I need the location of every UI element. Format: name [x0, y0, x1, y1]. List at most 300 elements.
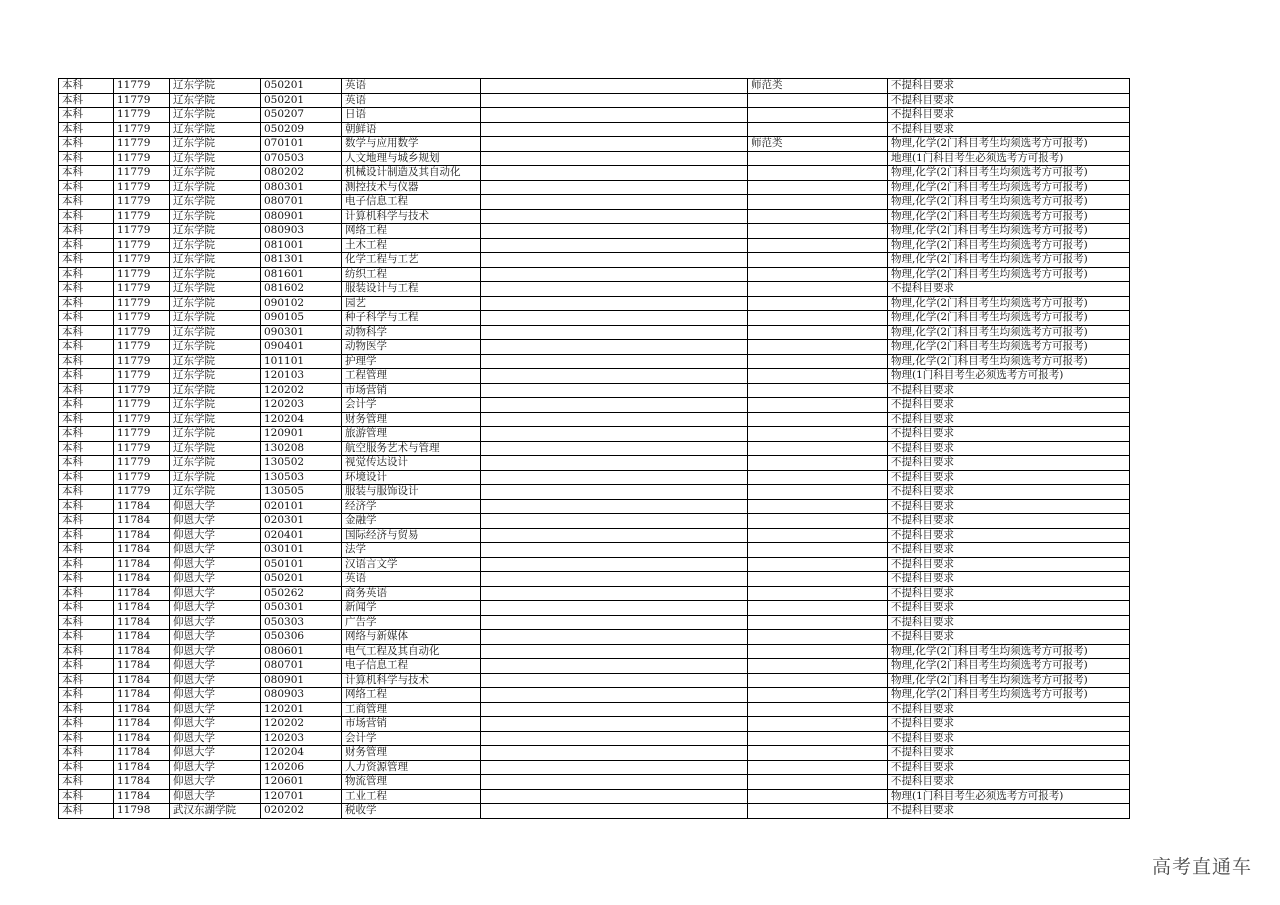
- school-code-cell: 11779: [114, 470, 170, 485]
- subject-requirement-cell: 不提科目要求: [888, 427, 1130, 442]
- remarks-cell: [481, 441, 748, 456]
- level-cell: 本科: [59, 296, 114, 311]
- subject-requirement-cell: 物理,化学(2门科目考生均须选考方可报考): [888, 180, 1130, 195]
- school-code-cell: 11784: [114, 615, 170, 630]
- school-name-cell: 辽东学院: [170, 108, 261, 123]
- school-code-cell: 11784: [114, 601, 170, 616]
- school-code-cell: 11784: [114, 673, 170, 688]
- remarks-cell: [481, 253, 748, 268]
- category-cell: [748, 325, 888, 340]
- school-code-cell: 11779: [114, 137, 170, 152]
- major-name-cell: 纺织工程: [342, 267, 481, 282]
- school-name-cell: 辽东学院: [170, 369, 261, 384]
- school-name-cell: 辽东学院: [170, 441, 261, 456]
- level-cell: 本科: [59, 383, 114, 398]
- remarks-cell: [481, 296, 748, 311]
- table-row: [59, 601, 1130, 616]
- major-name-cell: 环境设计: [342, 470, 481, 485]
- school-code-cell: 11784: [114, 760, 170, 775]
- major-code-cell: 020202: [261, 804, 342, 819]
- school-code-cell: 11798: [114, 804, 170, 819]
- category-cell: [748, 717, 888, 732]
- subject-requirement-cell: 物理,化学(2门科目考生均须选考方可报考): [888, 354, 1130, 369]
- table-row: [59, 731, 1130, 746]
- school-code-cell: 11784: [114, 746, 170, 761]
- major-code-cell: 050301: [261, 601, 342, 616]
- school-code-cell: 11779: [114, 441, 170, 456]
- school-code-cell: 11779: [114, 383, 170, 398]
- major-name-cell: 人文地理与城乡规划: [342, 151, 481, 166]
- school-code-cell: 11779: [114, 485, 170, 500]
- subject-requirement-cell: 物理,化学(2门科目考生均须选考方可报考): [888, 296, 1130, 311]
- school-code-cell: 11784: [114, 514, 170, 529]
- major-code-cell: 050201: [261, 572, 342, 587]
- table-row: [59, 760, 1130, 775]
- subject-requirement-cell: 不提科目要求: [888, 717, 1130, 732]
- school-name-cell: 辽东学院: [170, 412, 261, 427]
- school-name-cell: 辽东学院: [170, 282, 261, 297]
- table-row: [59, 702, 1130, 717]
- table-row: [59, 412, 1130, 427]
- category-cell: [748, 615, 888, 630]
- school-code-cell: 11784: [114, 586, 170, 601]
- major-code-cell: 080903: [261, 224, 342, 239]
- major-code-cell: 020401: [261, 528, 342, 543]
- school-code-cell: 11784: [114, 572, 170, 587]
- remarks-cell: [481, 282, 748, 297]
- watermark-logo-text: 高考直通车: [1151, 856, 1252, 878]
- school-code-cell: 11779: [114, 267, 170, 282]
- category-cell: [748, 398, 888, 413]
- school-name-cell: 仰恩大学: [170, 543, 261, 558]
- major-name-cell: 服装与服饰设计: [342, 485, 481, 500]
- major-code-cell: 050207: [261, 108, 342, 123]
- level-cell: 本科: [59, 151, 114, 166]
- major-code-cell: 120202: [261, 383, 342, 398]
- major-name-cell: 物流管理: [342, 775, 481, 790]
- category-cell: [748, 383, 888, 398]
- remarks-cell: [481, 499, 748, 514]
- major-code-cell: 020101: [261, 499, 342, 514]
- subject-requirement-cell: 不提科目要求: [888, 122, 1130, 137]
- remarks-cell: [481, 166, 748, 181]
- school-name-cell: 辽东学院: [170, 238, 261, 253]
- major-name-cell: 电子信息工程: [342, 659, 481, 674]
- major-code-cell: 081601: [261, 267, 342, 282]
- subject-requirement-cell: 不提科目要求: [888, 601, 1130, 616]
- school-name-cell: 辽东学院: [170, 253, 261, 268]
- remarks-cell: [481, 601, 748, 616]
- major-code-cell: 080901: [261, 673, 342, 688]
- subject-requirement-cell: 物理(1门科目考生必须选考方可报考): [888, 369, 1130, 384]
- level-cell: 本科: [59, 775, 114, 790]
- subject-requirement-cell: 物理,化学(2门科目考生均须选考方可报考): [888, 166, 1130, 181]
- remarks-cell: [481, 615, 748, 630]
- major-code-cell: 080301: [261, 180, 342, 195]
- major-code-cell: 050306: [261, 630, 342, 645]
- category-cell: [748, 282, 888, 297]
- table-row: [59, 209, 1130, 224]
- school-code-cell: 11784: [114, 702, 170, 717]
- level-cell: 本科: [59, 601, 114, 616]
- school-name-cell: 辽东学院: [170, 79, 261, 94]
- table-row: [59, 93, 1130, 108]
- category-cell: [748, 557, 888, 572]
- school-code-cell: 11779: [114, 296, 170, 311]
- major-name-cell: 动物科学: [342, 325, 481, 340]
- subject-requirement-cell: 不提科目要求: [888, 383, 1130, 398]
- major-code-cell: 120901: [261, 427, 342, 442]
- school-code-cell: 11784: [114, 688, 170, 703]
- major-code-cell: 120204: [261, 746, 342, 761]
- school-name-cell: 仰恩大学: [170, 586, 261, 601]
- level-cell: 本科: [59, 224, 114, 239]
- table-row: [59, 470, 1130, 485]
- school-name-cell: 仰恩大学: [170, 717, 261, 732]
- major-code-cell: 130502: [261, 456, 342, 471]
- major-code-cell: 080701: [261, 195, 342, 210]
- level-cell: 本科: [59, 746, 114, 761]
- major-name-cell: 航空服务艺术与管理: [342, 441, 481, 456]
- school-code-cell: 11779: [114, 311, 170, 326]
- major-name-cell: 电气工程及其自动化: [342, 644, 481, 659]
- school-name-cell: 仰恩大学: [170, 630, 261, 645]
- remarks-cell: [481, 354, 748, 369]
- school-name-cell: 仰恩大学: [170, 572, 261, 587]
- school-name-cell: 辽东学院: [170, 122, 261, 137]
- major-name-cell: 朝鲜语: [342, 122, 481, 137]
- school-name-cell: 辽东学院: [170, 267, 261, 282]
- table-row: [59, 238, 1130, 253]
- level-cell: 本科: [59, 166, 114, 181]
- school-name-cell: 仰恩大学: [170, 688, 261, 703]
- category-cell: [748, 528, 888, 543]
- school-code-cell: 11784: [114, 557, 170, 572]
- level-cell: 本科: [59, 195, 114, 210]
- level-cell: 本科: [59, 528, 114, 543]
- school-code-cell: 11779: [114, 282, 170, 297]
- category-cell: [748, 369, 888, 384]
- major-code-cell: 020301: [261, 514, 342, 529]
- major-code-cell: 090102: [261, 296, 342, 311]
- table-row: [59, 311, 1130, 326]
- table-row: [59, 383, 1130, 398]
- school-name-cell: 武汉东湖学院: [170, 804, 261, 819]
- school-name-cell: 仰恩大学: [170, 499, 261, 514]
- level-cell: 本科: [59, 456, 114, 471]
- major-code-cell: 120701: [261, 789, 342, 804]
- level-cell: 本科: [59, 760, 114, 775]
- major-name-cell: 计算机科学与技术: [342, 673, 481, 688]
- school-code-cell: 11784: [114, 630, 170, 645]
- remarks-cell: [481, 731, 748, 746]
- school-name-cell: 辽东学院: [170, 340, 261, 355]
- major-name-cell: 会计学: [342, 398, 481, 413]
- school-name-cell: 仰恩大学: [170, 528, 261, 543]
- major-name-cell: 税收学: [342, 804, 481, 819]
- school-name-cell: 辽东学院: [170, 485, 261, 500]
- major-code-cell: 120204: [261, 412, 342, 427]
- level-cell: 本科: [59, 369, 114, 384]
- category-cell: [748, 760, 888, 775]
- category-cell: [748, 543, 888, 558]
- major-name-cell: 英语: [342, 93, 481, 108]
- table-row: [59, 137, 1130, 152]
- major-name-cell: 视觉传达设计: [342, 456, 481, 471]
- table-row: [59, 151, 1130, 166]
- major-name-cell: 工程管理: [342, 369, 481, 384]
- remarks-cell: [481, 586, 748, 601]
- table-row: [59, 122, 1130, 137]
- major-code-cell: 120201: [261, 702, 342, 717]
- category-cell: [748, 499, 888, 514]
- category-cell: [748, 673, 888, 688]
- school-name-cell: 仰恩大学: [170, 557, 261, 572]
- level-cell: 本科: [59, 702, 114, 717]
- school-name-cell: 辽东学院: [170, 354, 261, 369]
- subject-requirement-cell: 不提科目要求: [888, 282, 1130, 297]
- table-row: [59, 354, 1130, 369]
- school-code-cell: 11779: [114, 369, 170, 384]
- subject-requirement-cell: 不提科目要求: [888, 702, 1130, 717]
- table-row: [59, 369, 1130, 384]
- admission-requirements-table: [58, 78, 1130, 819]
- school-name-cell: 辽东学院: [170, 383, 261, 398]
- subject-requirement-cell: 不提科目要求: [888, 412, 1130, 427]
- remarks-cell: [481, 122, 748, 137]
- category-cell: [748, 644, 888, 659]
- remarks-cell: [481, 93, 748, 108]
- school-name-cell: 仰恩大学: [170, 615, 261, 630]
- subject-requirement-cell: 不提科目要求: [888, 398, 1130, 413]
- school-code-cell: 11779: [114, 398, 170, 413]
- table-row: [59, 296, 1130, 311]
- school-code-cell: 11784: [114, 543, 170, 558]
- subject-requirement-cell: 不提科目要求: [888, 615, 1130, 630]
- category-cell: [748, 746, 888, 761]
- table-row: [59, 514, 1130, 529]
- school-name-cell: 辽东学院: [170, 166, 261, 181]
- school-code-cell: 11779: [114, 325, 170, 340]
- major-name-cell: 工商管理: [342, 702, 481, 717]
- remarks-cell: [481, 79, 748, 94]
- school-name-cell: 仰恩大学: [170, 673, 261, 688]
- school-code-cell: 11779: [114, 166, 170, 181]
- category-cell: [748, 688, 888, 703]
- major-name-cell: 市场营销: [342, 383, 481, 398]
- level-cell: 本科: [59, 717, 114, 732]
- table-row: [59, 441, 1130, 456]
- major-code-cell: 080701: [261, 659, 342, 674]
- school-name-cell: 仰恩大学: [170, 775, 261, 790]
- level-cell: 本科: [59, 673, 114, 688]
- subject-requirement-cell: 不提科目要求: [888, 470, 1130, 485]
- school-name-cell: 辽东学院: [170, 296, 261, 311]
- category-cell: 师范类: [748, 137, 888, 152]
- remarks-cell: [481, 369, 748, 384]
- school-name-cell: 仰恩大学: [170, 789, 261, 804]
- subject-requirement-cell: 不提科目要求: [888, 731, 1130, 746]
- subject-requirement-cell: 物理,化学(2门科目考生均须选考方可报考): [888, 209, 1130, 224]
- table-row: [59, 195, 1130, 210]
- remarks-cell: [481, 470, 748, 485]
- school-name-cell: 仰恩大学: [170, 702, 261, 717]
- table-row: [59, 644, 1130, 659]
- school-code-cell: 11784: [114, 499, 170, 514]
- subject-requirement-cell: 不提科目要求: [888, 108, 1130, 123]
- subject-requirement-cell: 不提科目要求: [888, 760, 1130, 775]
- school-name-cell: 辽东学院: [170, 456, 261, 471]
- category-cell: [748, 427, 888, 442]
- level-cell: 本科: [59, 427, 114, 442]
- table-row: [59, 398, 1130, 413]
- school-name-cell: 辽东学院: [170, 209, 261, 224]
- school-code-cell: 11779: [114, 456, 170, 471]
- subject-requirement-cell: 物理,化学(2门科目考生均须选考方可报考): [888, 325, 1130, 340]
- major-name-cell: 园艺: [342, 296, 481, 311]
- major-code-cell: 090301: [261, 325, 342, 340]
- school-code-cell: 11779: [114, 253, 170, 268]
- subject-requirement-cell: 不提科目要求: [888, 586, 1130, 601]
- category-cell: 师范类: [748, 79, 888, 94]
- category-cell: [748, 586, 888, 601]
- major-name-cell: 动物医学: [342, 340, 481, 355]
- major-code-cell: 050101: [261, 557, 342, 572]
- school-code-cell: 11779: [114, 224, 170, 239]
- major-code-cell: 070101: [261, 137, 342, 152]
- remarks-cell: [481, 311, 748, 326]
- major-code-cell: 120206: [261, 760, 342, 775]
- major-code-cell: 050201: [261, 93, 342, 108]
- school-name-cell: 辽东学院: [170, 195, 261, 210]
- major-code-cell: 130503: [261, 470, 342, 485]
- subject-requirement-cell: 地理(1门科目考生必须选考方可报考): [888, 151, 1130, 166]
- major-name-cell: 网络与新媒体: [342, 630, 481, 645]
- major-name-cell: 经济学: [342, 499, 481, 514]
- subject-requirement-cell: 物理,化学(2门科目考生均须选考方可报考): [888, 340, 1130, 355]
- table-row: [59, 456, 1130, 471]
- level-cell: 本科: [59, 688, 114, 703]
- school-code-cell: 11784: [114, 789, 170, 804]
- school-name-cell: 辽东学院: [170, 180, 261, 195]
- major-name-cell: 护理学: [342, 354, 481, 369]
- subject-requirement-cell: 不提科目要求: [888, 528, 1130, 543]
- remarks-cell: [481, 195, 748, 210]
- school-name-cell: 仰恩大学: [170, 731, 261, 746]
- subject-requirement-cell: 物理,化学(2门科目考生均须选考方可报考): [888, 688, 1130, 703]
- school-code-cell: 11779: [114, 340, 170, 355]
- table-row: [59, 282, 1130, 297]
- category-cell: [748, 441, 888, 456]
- subject-requirement-cell: 不提科目要求: [888, 514, 1130, 529]
- remarks-cell: [481, 209, 748, 224]
- category-cell: [748, 195, 888, 210]
- major-name-cell: 人力资源管理: [342, 760, 481, 775]
- subject-requirement-cell: 物理,化学(2门科目考生均须选考方可报考): [888, 224, 1130, 239]
- major-name-cell: 测控技术与仪器: [342, 180, 481, 195]
- category-cell: [748, 572, 888, 587]
- category-cell: [748, 601, 888, 616]
- school-code-cell: 11784: [114, 717, 170, 732]
- table-row: [59, 746, 1130, 761]
- subject-requirement-cell: 不提科目要求: [888, 630, 1130, 645]
- level-cell: 本科: [59, 630, 114, 645]
- category-cell: [748, 253, 888, 268]
- remarks-cell: [481, 238, 748, 253]
- category-cell: [748, 340, 888, 355]
- remarks-cell: [481, 528, 748, 543]
- major-name-cell: 土木工程: [342, 238, 481, 253]
- school-name-cell: 仰恩大学: [170, 601, 261, 616]
- major-name-cell: 旅游管理: [342, 427, 481, 442]
- remarks-cell: [481, 775, 748, 790]
- table-row: [59, 804, 1130, 819]
- level-cell: 本科: [59, 267, 114, 282]
- school-code-cell: 11784: [114, 528, 170, 543]
- category-cell: [748, 354, 888, 369]
- table-row: [59, 108, 1130, 123]
- level-cell: 本科: [59, 441, 114, 456]
- table-row: [59, 180, 1130, 195]
- school-name-cell: 辽东学院: [170, 427, 261, 442]
- level-cell: 本科: [59, 209, 114, 224]
- major-code-cell: 070503: [261, 151, 342, 166]
- category-cell: [748, 209, 888, 224]
- table-row: [59, 340, 1130, 355]
- major-code-cell: 120601: [261, 775, 342, 790]
- major-name-cell: 财务管理: [342, 412, 481, 427]
- table-row: [59, 427, 1130, 442]
- major-code-cell: 081001: [261, 238, 342, 253]
- level-cell: 本科: [59, 485, 114, 500]
- major-name-cell: 商务英语: [342, 586, 481, 601]
- category-cell: [748, 789, 888, 804]
- school-code-cell: 11779: [114, 79, 170, 94]
- level-cell: 本科: [59, 499, 114, 514]
- remarks-cell: [481, 746, 748, 761]
- level-cell: 本科: [59, 340, 114, 355]
- table-row: [59, 499, 1130, 514]
- table-row: [59, 224, 1130, 239]
- subject-requirement-cell: 不提科目要求: [888, 456, 1130, 471]
- table-row: [59, 688, 1130, 703]
- school-name-cell: 辽东学院: [170, 325, 261, 340]
- school-name-cell: 仰恩大学: [170, 514, 261, 529]
- category-cell: [748, 470, 888, 485]
- subject-requirement-cell: 物理,化学(2门科目考生均须选考方可报考): [888, 137, 1130, 152]
- category-cell: [748, 775, 888, 790]
- major-code-cell: 120203: [261, 731, 342, 746]
- major-name-cell: 计算机科学与技术: [342, 209, 481, 224]
- school-name-cell: 仰恩大学: [170, 659, 261, 674]
- major-code-cell: 050262: [261, 586, 342, 601]
- school-code-cell: 11784: [114, 659, 170, 674]
- subject-requirement-cell: 不提科目要求: [888, 543, 1130, 558]
- table-row: [59, 630, 1130, 645]
- category-cell: [748, 224, 888, 239]
- remarks-cell: [481, 630, 748, 645]
- category-cell: [748, 804, 888, 819]
- school-code-cell: 11779: [114, 93, 170, 108]
- school-code-cell: 11779: [114, 180, 170, 195]
- remarks-cell: [481, 760, 748, 775]
- table-row: [59, 717, 1130, 732]
- subject-requirement-cell: 不提科目要求: [888, 572, 1130, 587]
- subject-requirement-cell: 不提科目要求: [888, 746, 1130, 761]
- subject-requirement-cell: 物理(1门科目考生必须选考方可报考): [888, 789, 1130, 804]
- category-cell: [748, 485, 888, 500]
- table-row: [59, 775, 1130, 790]
